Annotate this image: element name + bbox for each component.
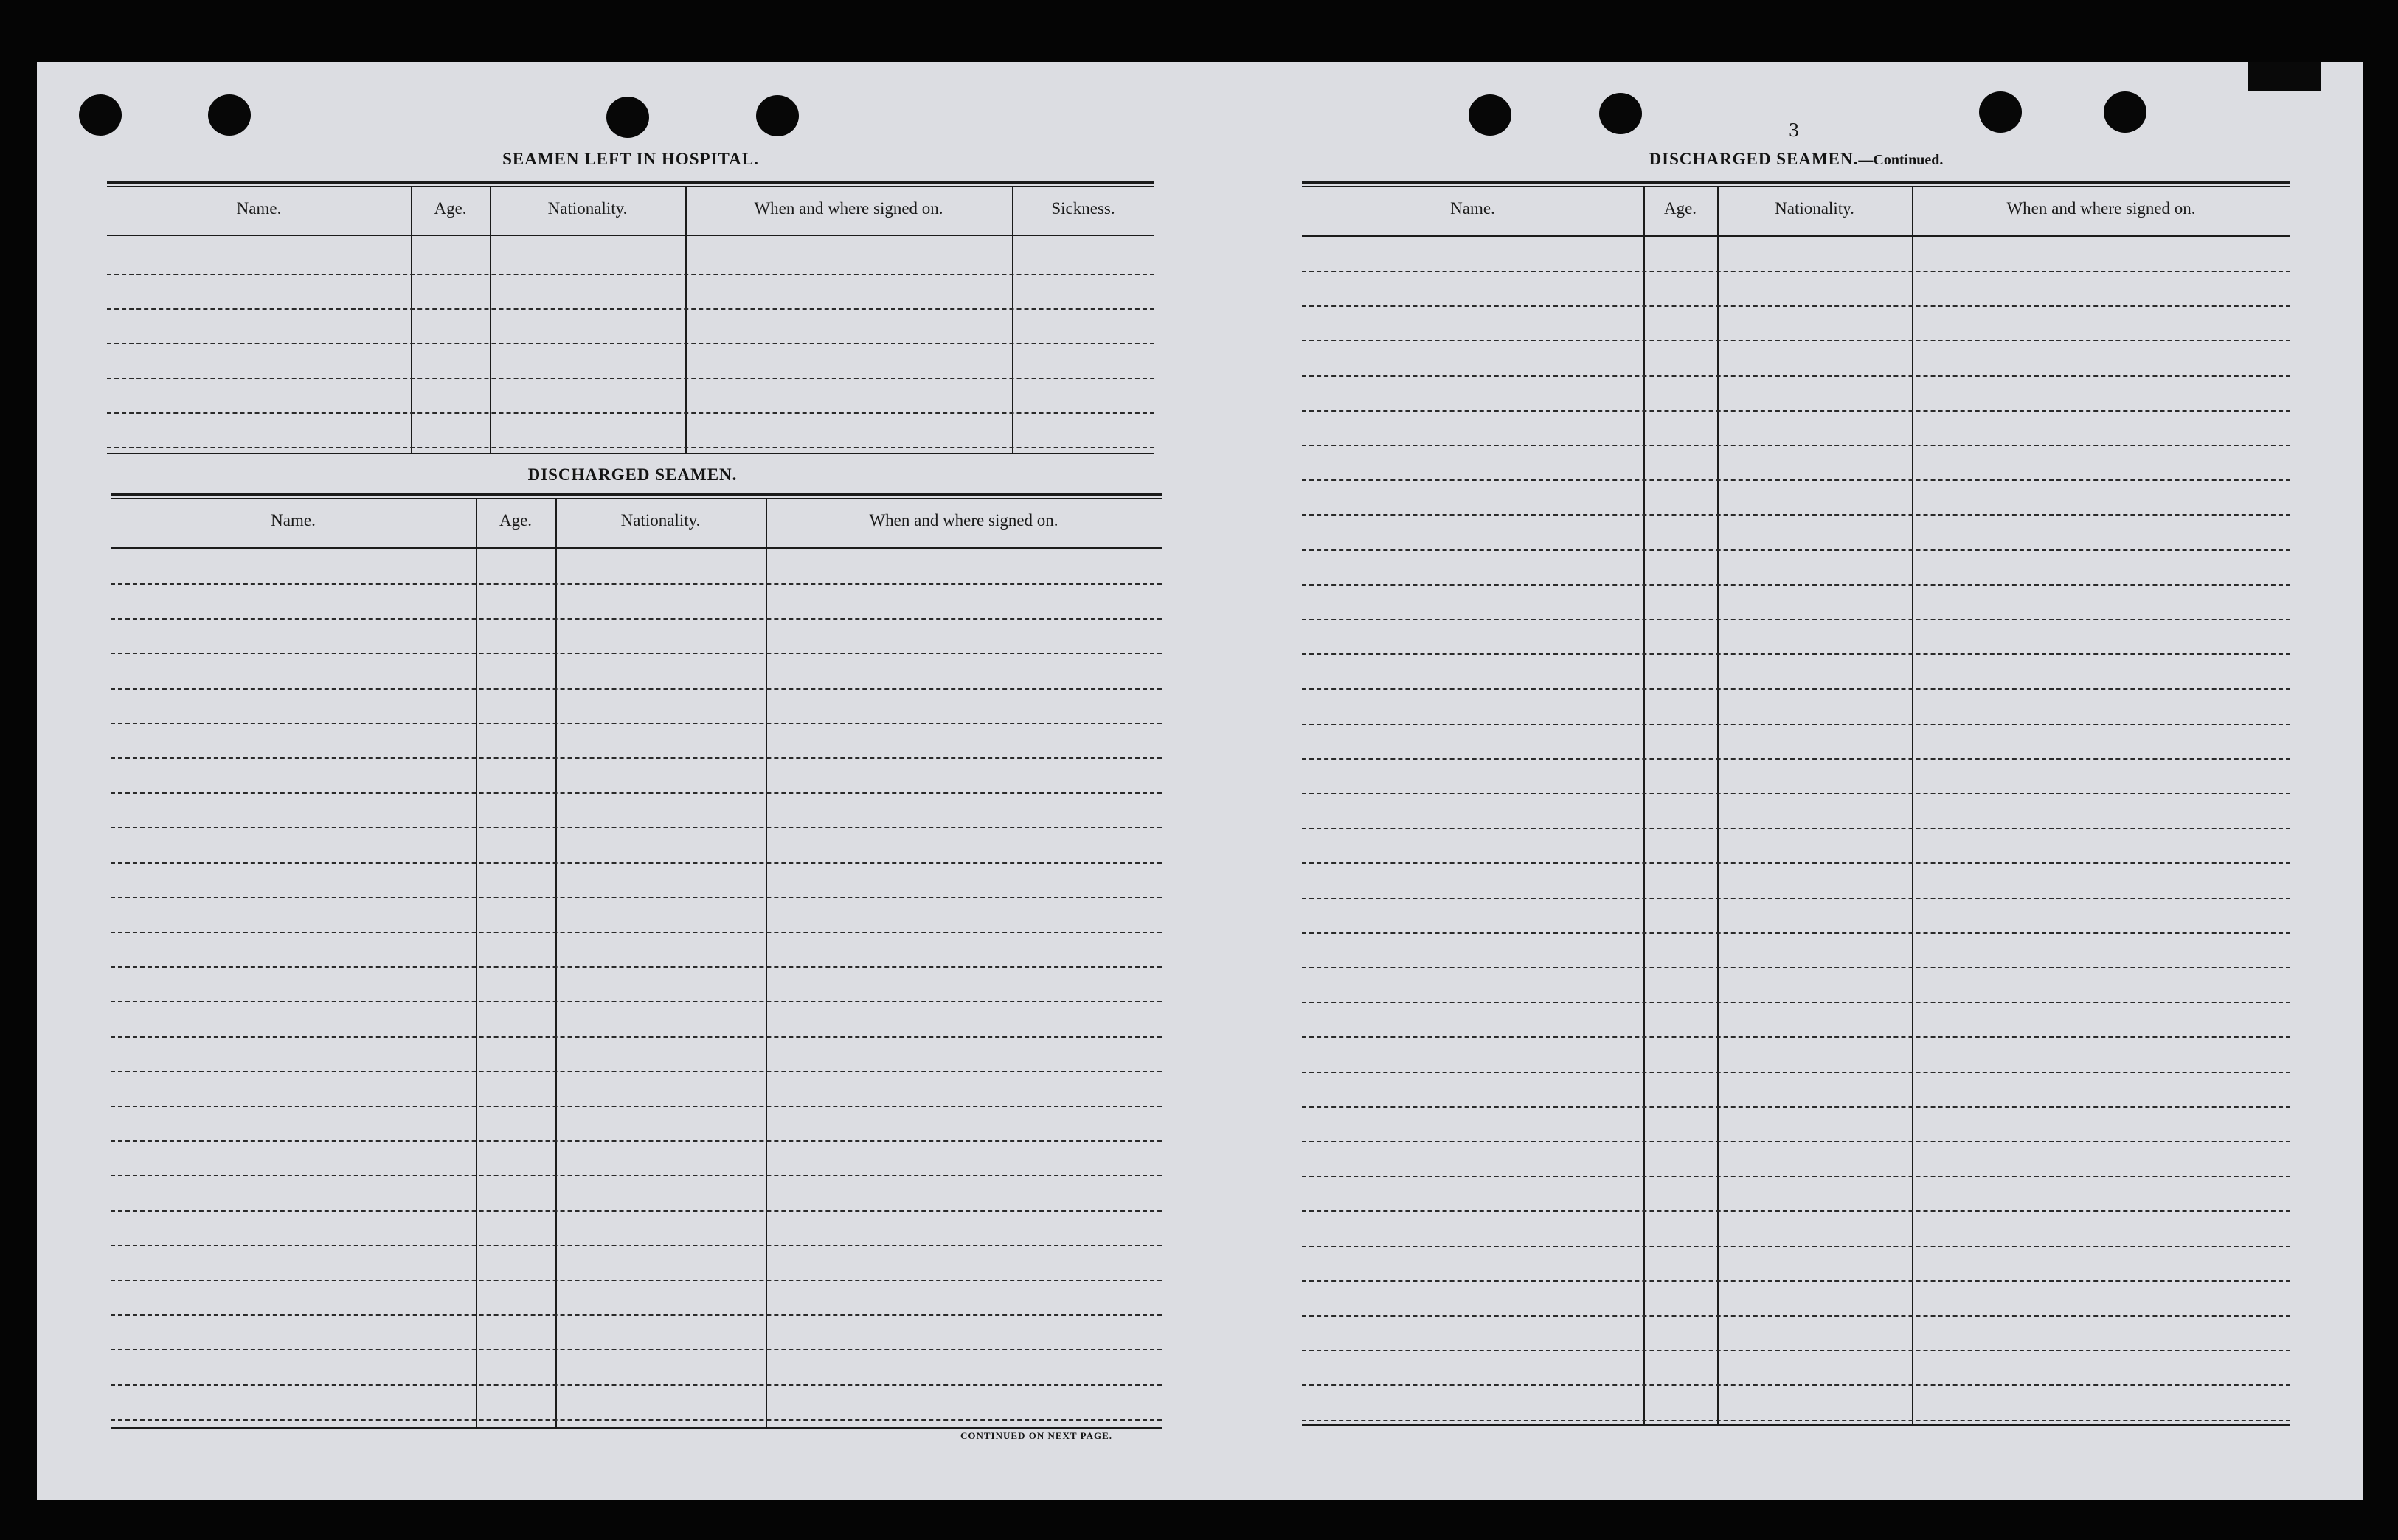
ruled-entry-row [1302, 305, 2290, 307]
column-header-signed-on: When and where signed on. [754, 199, 943, 218]
ruled-entry-row [1302, 724, 2290, 725]
punch-hole [79, 94, 122, 136]
ruled-entry-row [107, 343, 1154, 344]
binding-tab-mark [2248, 62, 2321, 91]
column-divider [555, 499, 557, 1427]
ruled-entry-row [1302, 862, 2290, 864]
ruled-entry-row [1302, 932, 2290, 934]
ruled-entry-row [1302, 1280, 2290, 1282]
column-header-name: Name. [271, 511, 316, 530]
column-header-name: Name. [236, 199, 282, 218]
ruled-entry-row [111, 1071, 1162, 1072]
ruled-entry-row [1302, 793, 2290, 794]
header-bottom-rule [107, 235, 1154, 236]
table-top-rule [107, 181, 1154, 187]
ruled-entry-row [1302, 828, 2290, 829]
ruled-entry-row [111, 1210, 1162, 1212]
ruled-entry-row [107, 378, 1154, 379]
ruled-entry-row [111, 1384, 1162, 1386]
ruled-entry-row [111, 1245, 1162, 1246]
ruled-entry-row [1302, 1002, 2290, 1003]
discharged-continued-table [1302, 181, 2290, 1426]
table-bottom-rule [107, 453, 1154, 454]
ruled-entry-row [1302, 1036, 2290, 1038]
column-header-signed-on: When and where signed on. [869, 511, 1058, 530]
page-number: 3 [1789, 119, 1799, 141]
ruled-entry-row [111, 723, 1162, 724]
punch-hole [756, 95, 799, 136]
ruled-entry-row [111, 827, 1162, 828]
discharged-continued-title-main: DISCHARGED SEAMEN. [1649, 150, 1859, 168]
discharged-section-title: DISCHARGED SEAMEN. [527, 465, 738, 484]
ruled-entry-row [1302, 688, 2290, 690]
hospital-table [107, 181, 1154, 454]
ruled-entry-row [1302, 549, 2290, 551]
table-top-rule [1302, 181, 2290, 187]
ruled-entry-row [1302, 1420, 2290, 1421]
ruled-entry-row [1302, 653, 2290, 655]
ruled-entry-row [111, 1036, 1162, 1038]
column-header-signed-on: When and where signed on. [2006, 199, 2196, 218]
ruled-entry-row [111, 792, 1162, 794]
column-header-nationality: Nationality. [1775, 199, 1854, 218]
ruled-entry-row [1302, 1315, 2290, 1317]
ruled-entry-row [1302, 1176, 2290, 1177]
ruled-entry-row [111, 1001, 1162, 1002]
discharged-continued-title [1302, 150, 2290, 169]
column-header-age: Age. [499, 511, 533, 530]
column-divider [766, 499, 767, 1427]
column-header-age: Age. [434, 199, 467, 218]
ruled-entry-row [1302, 375, 2290, 377]
ruled-entry-row [1302, 584, 2290, 586]
punch-hole [208, 94, 251, 136]
column-header-nationality: Nationality. [547, 199, 628, 218]
ruled-entry-row [1302, 1350, 2290, 1351]
ruled-entry-row [111, 1280, 1162, 1281]
punch-hole [1979, 91, 2022, 133]
ruled-entry-row [1302, 1246, 2290, 1247]
ruled-entry-row [111, 966, 1162, 968]
table-top-rule [111, 493, 1162, 499]
ruled-entry-row [111, 688, 1162, 690]
ruled-entry-row [111, 1314, 1162, 1316]
ruled-entry-row [111, 1349, 1162, 1350]
ruled-entry-row [107, 447, 1154, 448]
ruled-entry-row [111, 618, 1162, 620]
punch-hole [1469, 94, 1511, 136]
table-bottom-rule [111, 1427, 1162, 1429]
ruled-entry-row [1302, 758, 2290, 760]
column-divider [1717, 187, 1719, 1424]
ruled-entry-row [111, 1175, 1162, 1176]
ruled-entry-row [1302, 1384, 2290, 1386]
ruled-entry-row [1302, 410, 2290, 412]
ruled-entry-row [1302, 967, 2290, 968]
ruled-entry-row [111, 583, 1162, 585]
ruled-entry-row [1302, 619, 2290, 620]
column-header-sickness: Sickness. [1051, 199, 1115, 218]
ruled-entry-row [111, 897, 1162, 898]
continued-note: CONTINUED ON NEXT PAGE. [960, 1430, 1112, 1441]
ruled-entry-row [107, 308, 1154, 310]
ruled-entry-row [111, 1140, 1162, 1142]
ruled-entry-row [111, 757, 1162, 759]
column-header-age: Age. [1663, 199, 1697, 218]
ruled-entry-row [1302, 1210, 2290, 1212]
ruled-entry-row [1302, 898, 2290, 899]
ruled-entry-row [111, 1106, 1162, 1107]
punch-hole [1599, 93, 1642, 134]
ruled-entry-row [111, 1419, 1162, 1421]
ruled-entry-row [1302, 1106, 2290, 1108]
ruled-entry-row [1302, 1072, 2290, 1073]
ruled-entry-row [1302, 445, 2290, 446]
ruled-entry-row [111, 653, 1162, 654]
punch-hole [606, 97, 649, 138]
column-header-name: Name. [1450, 199, 1495, 218]
ruled-entry-row [111, 932, 1162, 933]
punch-hole [2104, 91, 2146, 133]
header-bottom-rule [111, 547, 1162, 549]
discharged-table [111, 493, 1162, 1430]
ruled-entry-row [111, 862, 1162, 864]
ruled-entry-row [1302, 1141, 2290, 1142]
column-divider [1643, 187, 1645, 1424]
discharged-continued-title-suffix: —Continued. [1858, 152, 1944, 168]
column-divider [1912, 187, 1913, 1424]
hospital-section-title: SEAMEN LEFT IN HOSPITAL. [502, 150, 759, 168]
table-bottom-rule [1302, 1424, 2290, 1426]
ruled-entry-row [107, 412, 1154, 414]
ruled-entry-row [1302, 514, 2290, 516]
ruled-entry-row [107, 274, 1154, 275]
ruled-entry-row [1302, 271, 2290, 272]
column-header-nationality: Nationality. [620, 511, 701, 530]
header-bottom-rule [1302, 235, 2290, 237]
ruled-entry-row [1302, 340, 2290, 341]
column-divider [476, 499, 477, 1427]
ruled-entry-row [1302, 479, 2290, 481]
